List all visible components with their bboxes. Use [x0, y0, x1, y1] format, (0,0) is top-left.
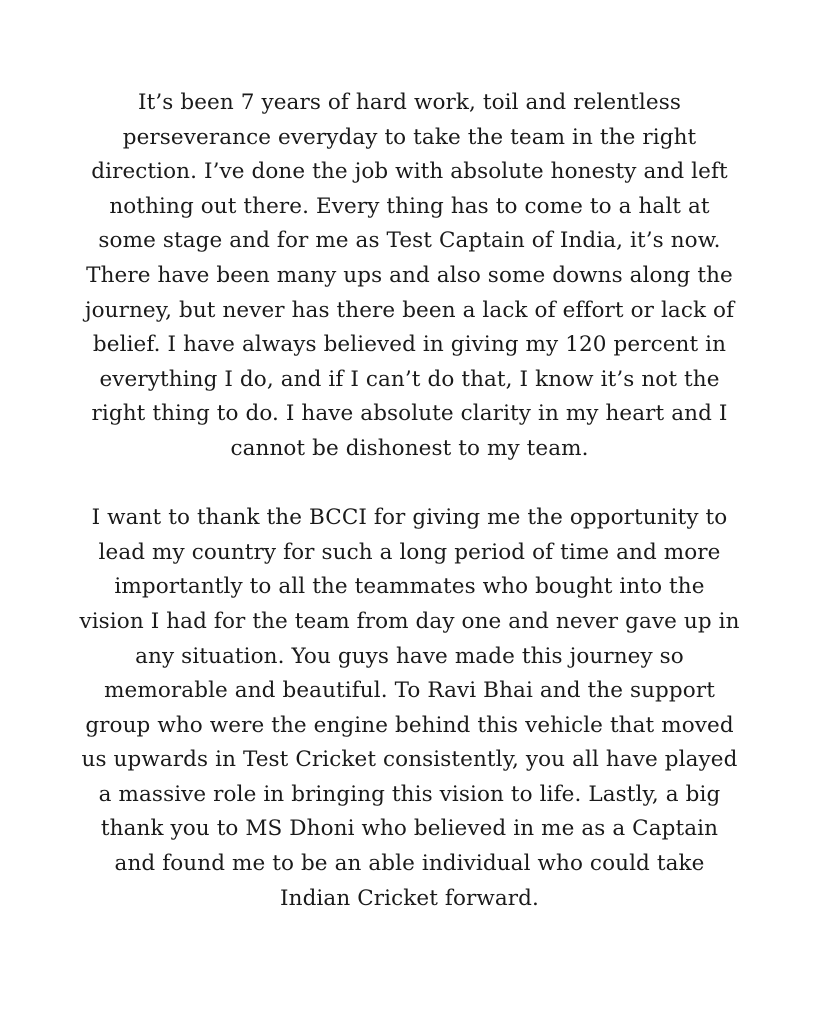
text-line: journey, but never has there been a lack of effort or lack of	[84, 297, 735, 323]
text-line: and found me to be an able individual who could take	[114, 851, 705, 877]
text-line: thank you to MS Dhoni who believed in me as a Captain	[100, 816, 719, 842]
text-line: direction. I’ve done the job with absolute honesty and left	[91, 159, 728, 185]
text-line: any situation. You guys have made this journey so	[135, 643, 684, 669]
text-line: Indian Cricket forward.	[280, 885, 539, 911]
text-line: perseverance everyday to take the team in the right	[122, 124, 697, 150]
text-line: everything I do, and if I can’t do that, I know it’s not the	[99, 366, 720, 392]
statement-text	[46, 86, 773, 916]
text-line: vision I had for the team from day one and never gave up in	[79, 608, 740, 634]
text-line: There have been many ups and also some downs along the	[86, 262, 733, 288]
text-line: some stage and for me as Test Captain of India, it’s now.	[98, 228, 721, 254]
text-line: us upwards in Test Cricket consistently, you all have played	[81, 747, 738, 773]
paragraph-2	[46, 501, 773, 916]
text-line: importantly to all the teammates who bought into the	[114, 574, 705, 600]
text-line: group who were the engine behind this vehicle that moved	[85, 712, 734, 738]
text-line: belief. I have always believed in giving my 120 percent in	[92, 332, 727, 358]
text-line: lead my country for such a long period of time and more	[98, 539, 721, 565]
paragraph-gap	[46, 467, 773, 502]
text-line: a massive role in bringing this vision to life. Lastly, a big	[98, 781, 721, 807]
text-line: It’s been 7 years of hard work, toil and relentless	[138, 90, 681, 115]
text-line: cannot be dishonest to my team.	[230, 435, 589, 461]
text-line: right thing to do. I have absolute clarity in my heart and I	[91, 401, 728, 427]
text-line: I want to thank the BCCI for giving me the opportunity to	[91, 505, 728, 531]
text-line: memorable and beautiful. To Ravi Bhai and the support	[104, 678, 715, 704]
text-line: nothing out there. Every thing has to come to a halt at	[109, 193, 710, 219]
paragraph-1	[46, 86, 773, 467]
